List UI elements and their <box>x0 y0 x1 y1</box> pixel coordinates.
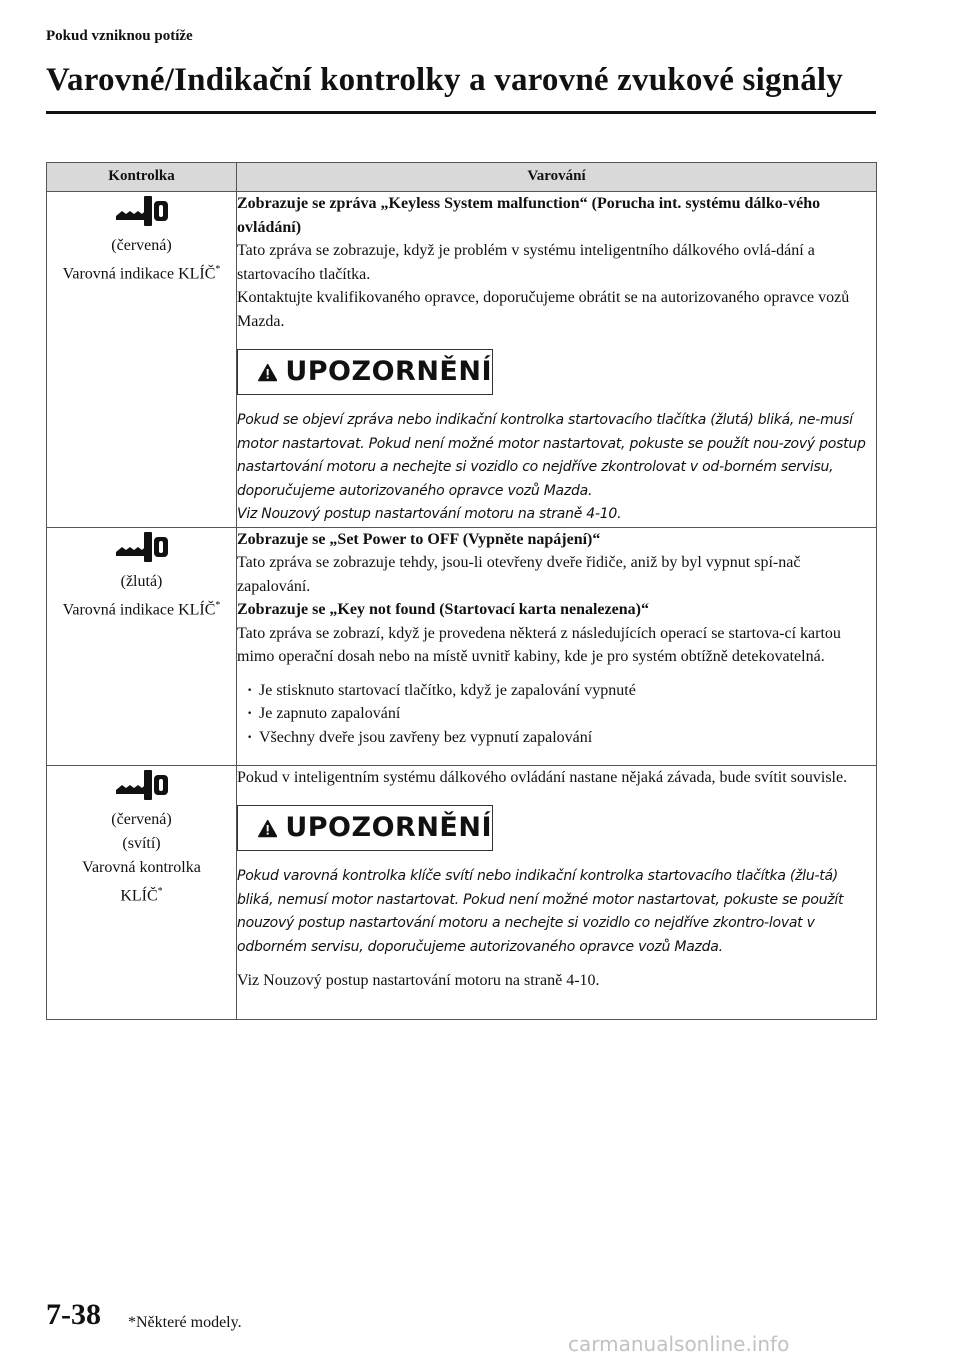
message-heading: Zobrazuje se „Key not found (Startovací karta nenalezena)“ <box>237 601 649 618</box>
indicator-color: (červená) <box>111 810 172 828</box>
indicator-name: Varovná indikace KLÍČ* <box>62 264 221 283</box>
indicator-cell <box>47 765 237 1019</box>
caution-banner <box>237 805 493 851</box>
indicator-cell <box>47 527 237 765</box>
caution-reference: Viz Nouzový postup nastartování motoru na straně 4-10. <box>237 506 622 522</box>
page-number: 7-38 <box>46 1298 101 1331</box>
warning-triangle-icon <box>258 359 277 386</box>
warning-cell <box>237 527 877 765</box>
key-warning-icon <box>114 192 170 230</box>
indicator-color: (červená) <box>111 237 172 254</box>
indicator-name: Varovná indikace KLÍČ* <box>62 599 221 618</box>
reference-text: Viz Nouzový postup nastartování motoru na straně 4-10. <box>237 972 600 989</box>
description-text: Pokud v inteligentním systému dálkového ovládání nastane nějaká závada, bude svítit souvisle. <box>237 768 848 786</box>
condition-list <box>237 679 876 750</box>
warning-triangle-icon <box>258 815 277 842</box>
caution-label: UPOZORNĚNÍ <box>285 812 492 844</box>
table-row <box>47 765 877 1019</box>
list-item: · Je stisknuto startovací tlačítko, když je zapalování vypnuté <box>247 679 876 703</box>
indicator-name: Varovná kontrolka <box>82 858 201 876</box>
title-divider <box>46 111 876 114</box>
caution-text: Pokud se objeví zpráva nebo indikační kontrolka startovacího tlačítka (žlutá) bliká, ne-musí motor nastartovat. Pokud není možné motor nastartovat, pokuste se použít nou-zový postup nastartování motoru a nechejte si vozidlo co nejdříve zkontrolovat v od-borném servisu, doporučujeme autorizovaného opravce vozů Mazda. <box>237 412 866 499</box>
description-text: Kontaktujte kvalifikovaného opravce, doporučujeme obrátit se na autorizovaného opravce vozů Mazda. <box>237 289 850 330</box>
indicator-color: (žlutá) <box>120 572 163 590</box>
footnote: *Některé modely. <box>128 1314 242 1331</box>
list-item: · Všechny dveře jsou zavřeny bez vypnutí zapalování <box>247 726 876 750</box>
caution-label: UPOZORNĚNÍ <box>285 356 492 388</box>
description-text: Tato zpráva se zobrazí, když je provedena některá z následujících operací se startova-cí kartou mimo operační dosah nebo na místě uvnitř kabiny, kde je pro systém obtížně detekovatelná. <box>237 624 841 665</box>
key-warning-icon <box>114 528 170 566</box>
table-header-row <box>47 163 877 192</box>
message-heading: Zobrazuje se zpráva „Keyless System malfunction“ (Porucha int. systému dálko-vého ovládání) <box>237 195 821 236</box>
indicator-state: (svítí) <box>122 834 161 852</box>
column-header-warning: Varování <box>237 163 877 192</box>
table-row <box>47 527 877 765</box>
watermark: carmanualsonline.info <box>568 1332 790 1356</box>
key-warning-icon <box>114 766 170 804</box>
warning-table <box>46 162 877 1020</box>
description-text: Tato zpráva se zobrazuje, když je problém v systému inteligentního dálkového ovlá-dání a startovacího tlačítka. <box>237 242 815 283</box>
caution-banner <box>237 349 493 395</box>
indicator-cell <box>47 192 237 528</box>
list-item: · Je zapnuto zapalování <box>247 702 876 726</box>
section-label: Pokud vzniknou potíže <box>46 28 193 44</box>
warning-cell <box>237 765 877 1019</box>
warning-cell <box>237 192 877 528</box>
column-header-indicator: Kontrolka <box>47 163 237 192</box>
caution-text: Pokud varovná kontrolka klíče svítí nebo indikační kontrolka startovacího tlačítka (žlu-tá) bliká, nemusí motor nastartovat. Pokud není možné motor nastartovat, pokuste se použít nouzový postup nastartování motoru a nechejte si vozidlo co nejdříve zkontro-lovat v odborném servisu, doporučujeme autorizovaného opravce vozů Mazda. <box>237 868 844 955</box>
page-title: Varovné/Indikační kontrolky a varovné zvukové signály <box>46 62 843 98</box>
message-heading: Zobrazuje se „Set Power to OFF (Vypněte napájení)“ <box>237 530 601 548</box>
table-row <box>47 192 877 528</box>
indicator-name: KLÍČ* <box>120 885 163 904</box>
description-text: Tato zpráva se zobrazuje tehdy, jsou-li otevřeny dveře řidiče, aniž by byl vypnut spí-nač zapalování. <box>237 554 801 595</box>
